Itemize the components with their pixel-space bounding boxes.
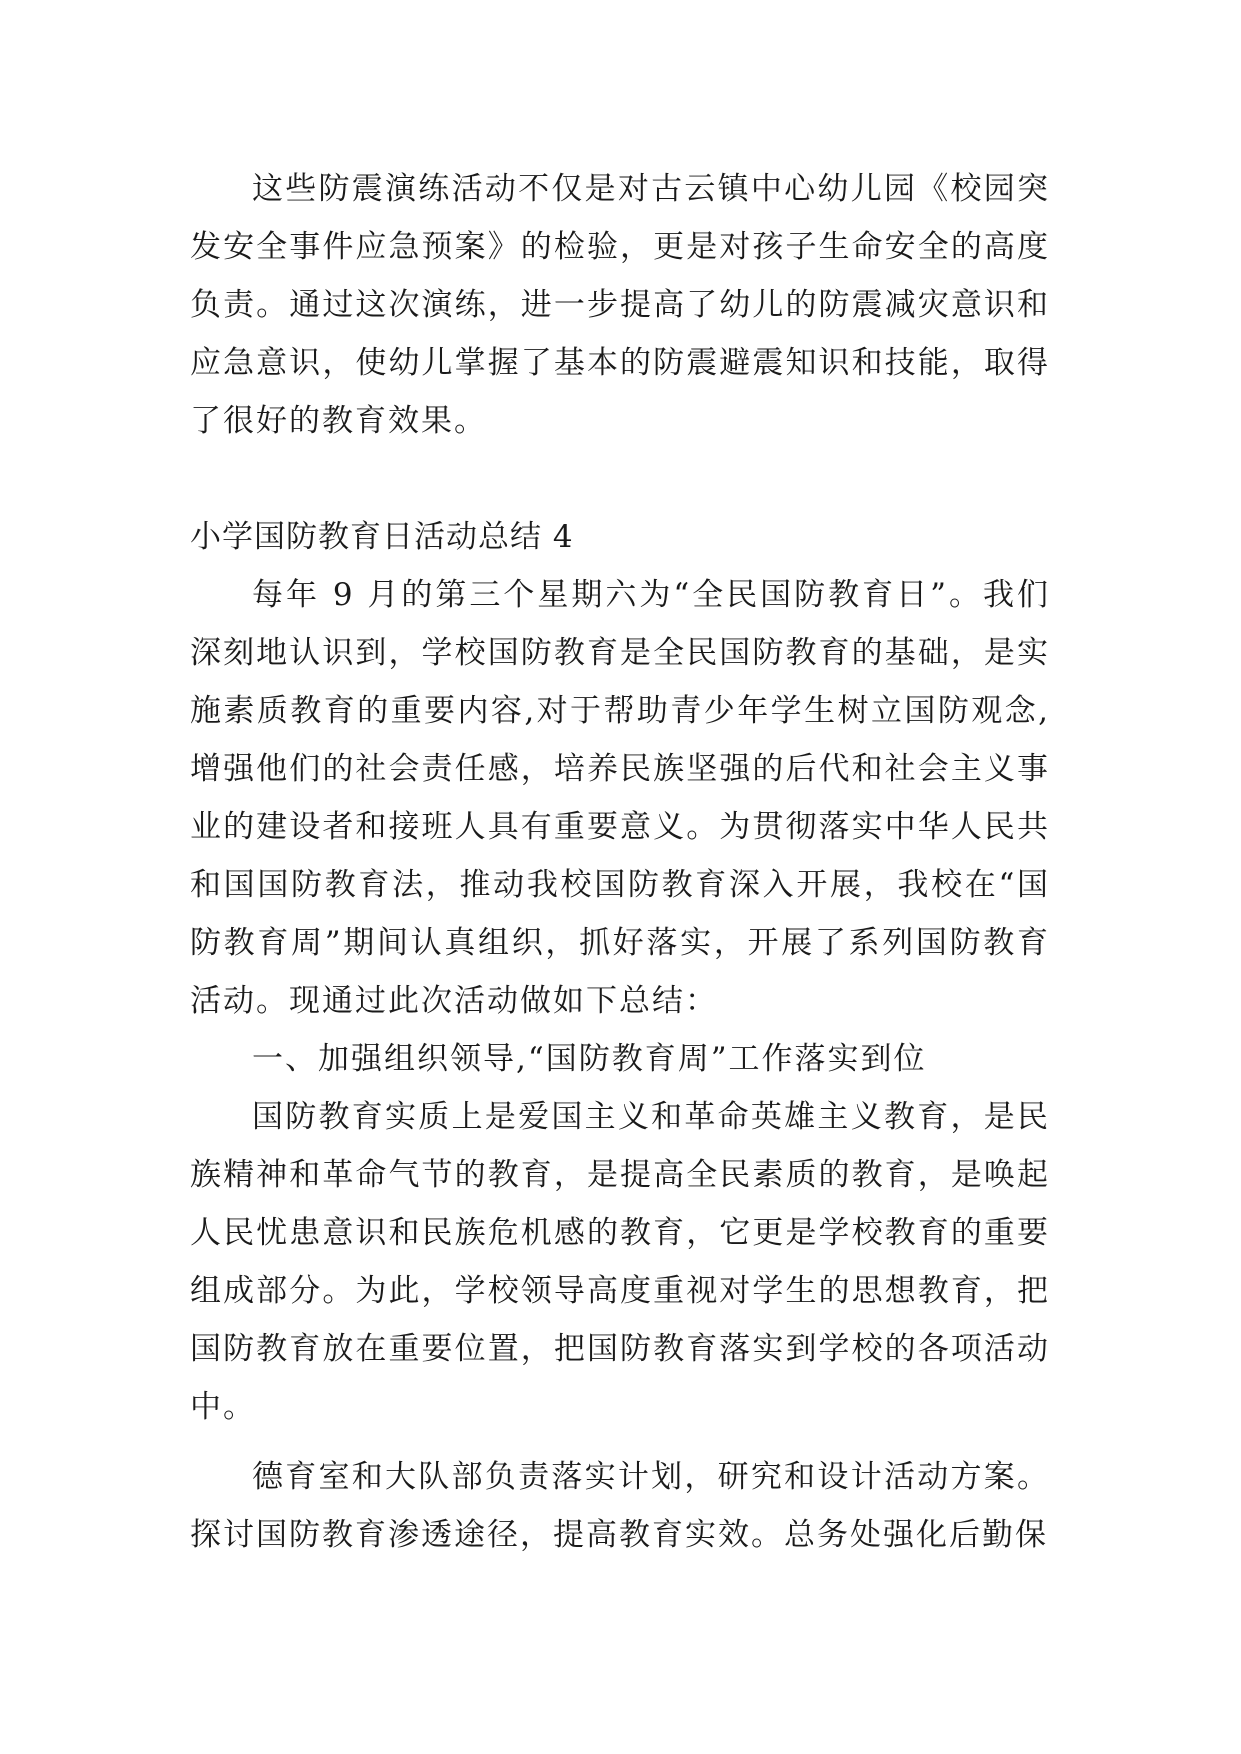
subheading-organization-leadership: 一、加强组织领导,“国防教育周”工作落实到位 <box>252 1041 927 1077</box>
paragraph-defense-education-essence: 国防教育实质上是爱国主义和革命英雄主义教育，是民族精神和革命气节的教育，是提高全民素质的教育，是唤起人民忧患意识和民族危机感的教育，它更是学校教育的重要组成部分。为此，学校领导高度重视对学生的思想教育，把国防教育放在重要位置，把国防教育落实到学校的各项活动中。 <box>190 1099 1050 1425</box>
paragraph-earthquake-drill-summary: 这些防震演练活动不仅是对古云镇中心幼儿园《校园突发安全事件应急预案》的检验，更是对孩子生命安全的高度负责。通过这次演练，进一步提高了幼儿的防震减灾意识和应急意识，使幼儿掌握了基本的防震避震知识和技能，取得了很好的教育效果。 <box>190 171 1050 439</box>
paragraph-national-defense-day-intro: 每年 9 月的第三个星期六为“全民国防教育日”。我们深刻地认识到，学校国防教育是全民国防教育的基础，是实施素质教育的重要内容,对于帮助青少年学生树立国防观念,增强他们的社会责任感，培养民族坚强的后代和社会主义事业的建设者和接班人具有重要意义。为贯彻落实中华人民共和国国防教育法，推动我校国防教育深入开展，我校在“国防教育周”期间认真组织，抓好落实，开展了系列国防教育活动。现通过此次活动做如下总结： <box>190 577 1050 1019</box>
paragraph-moral-education-office: 德育室和大队部负责落实计划，研究和设计活动方案。探讨国防教育渗透途径，提高教育实效。总务处强化后勤保 <box>190 1459 1050 1553</box>
section-title: 小学国防教育日活动总结 4 <box>190 519 574 555</box>
document-body <box>190 160 1050 1564</box>
